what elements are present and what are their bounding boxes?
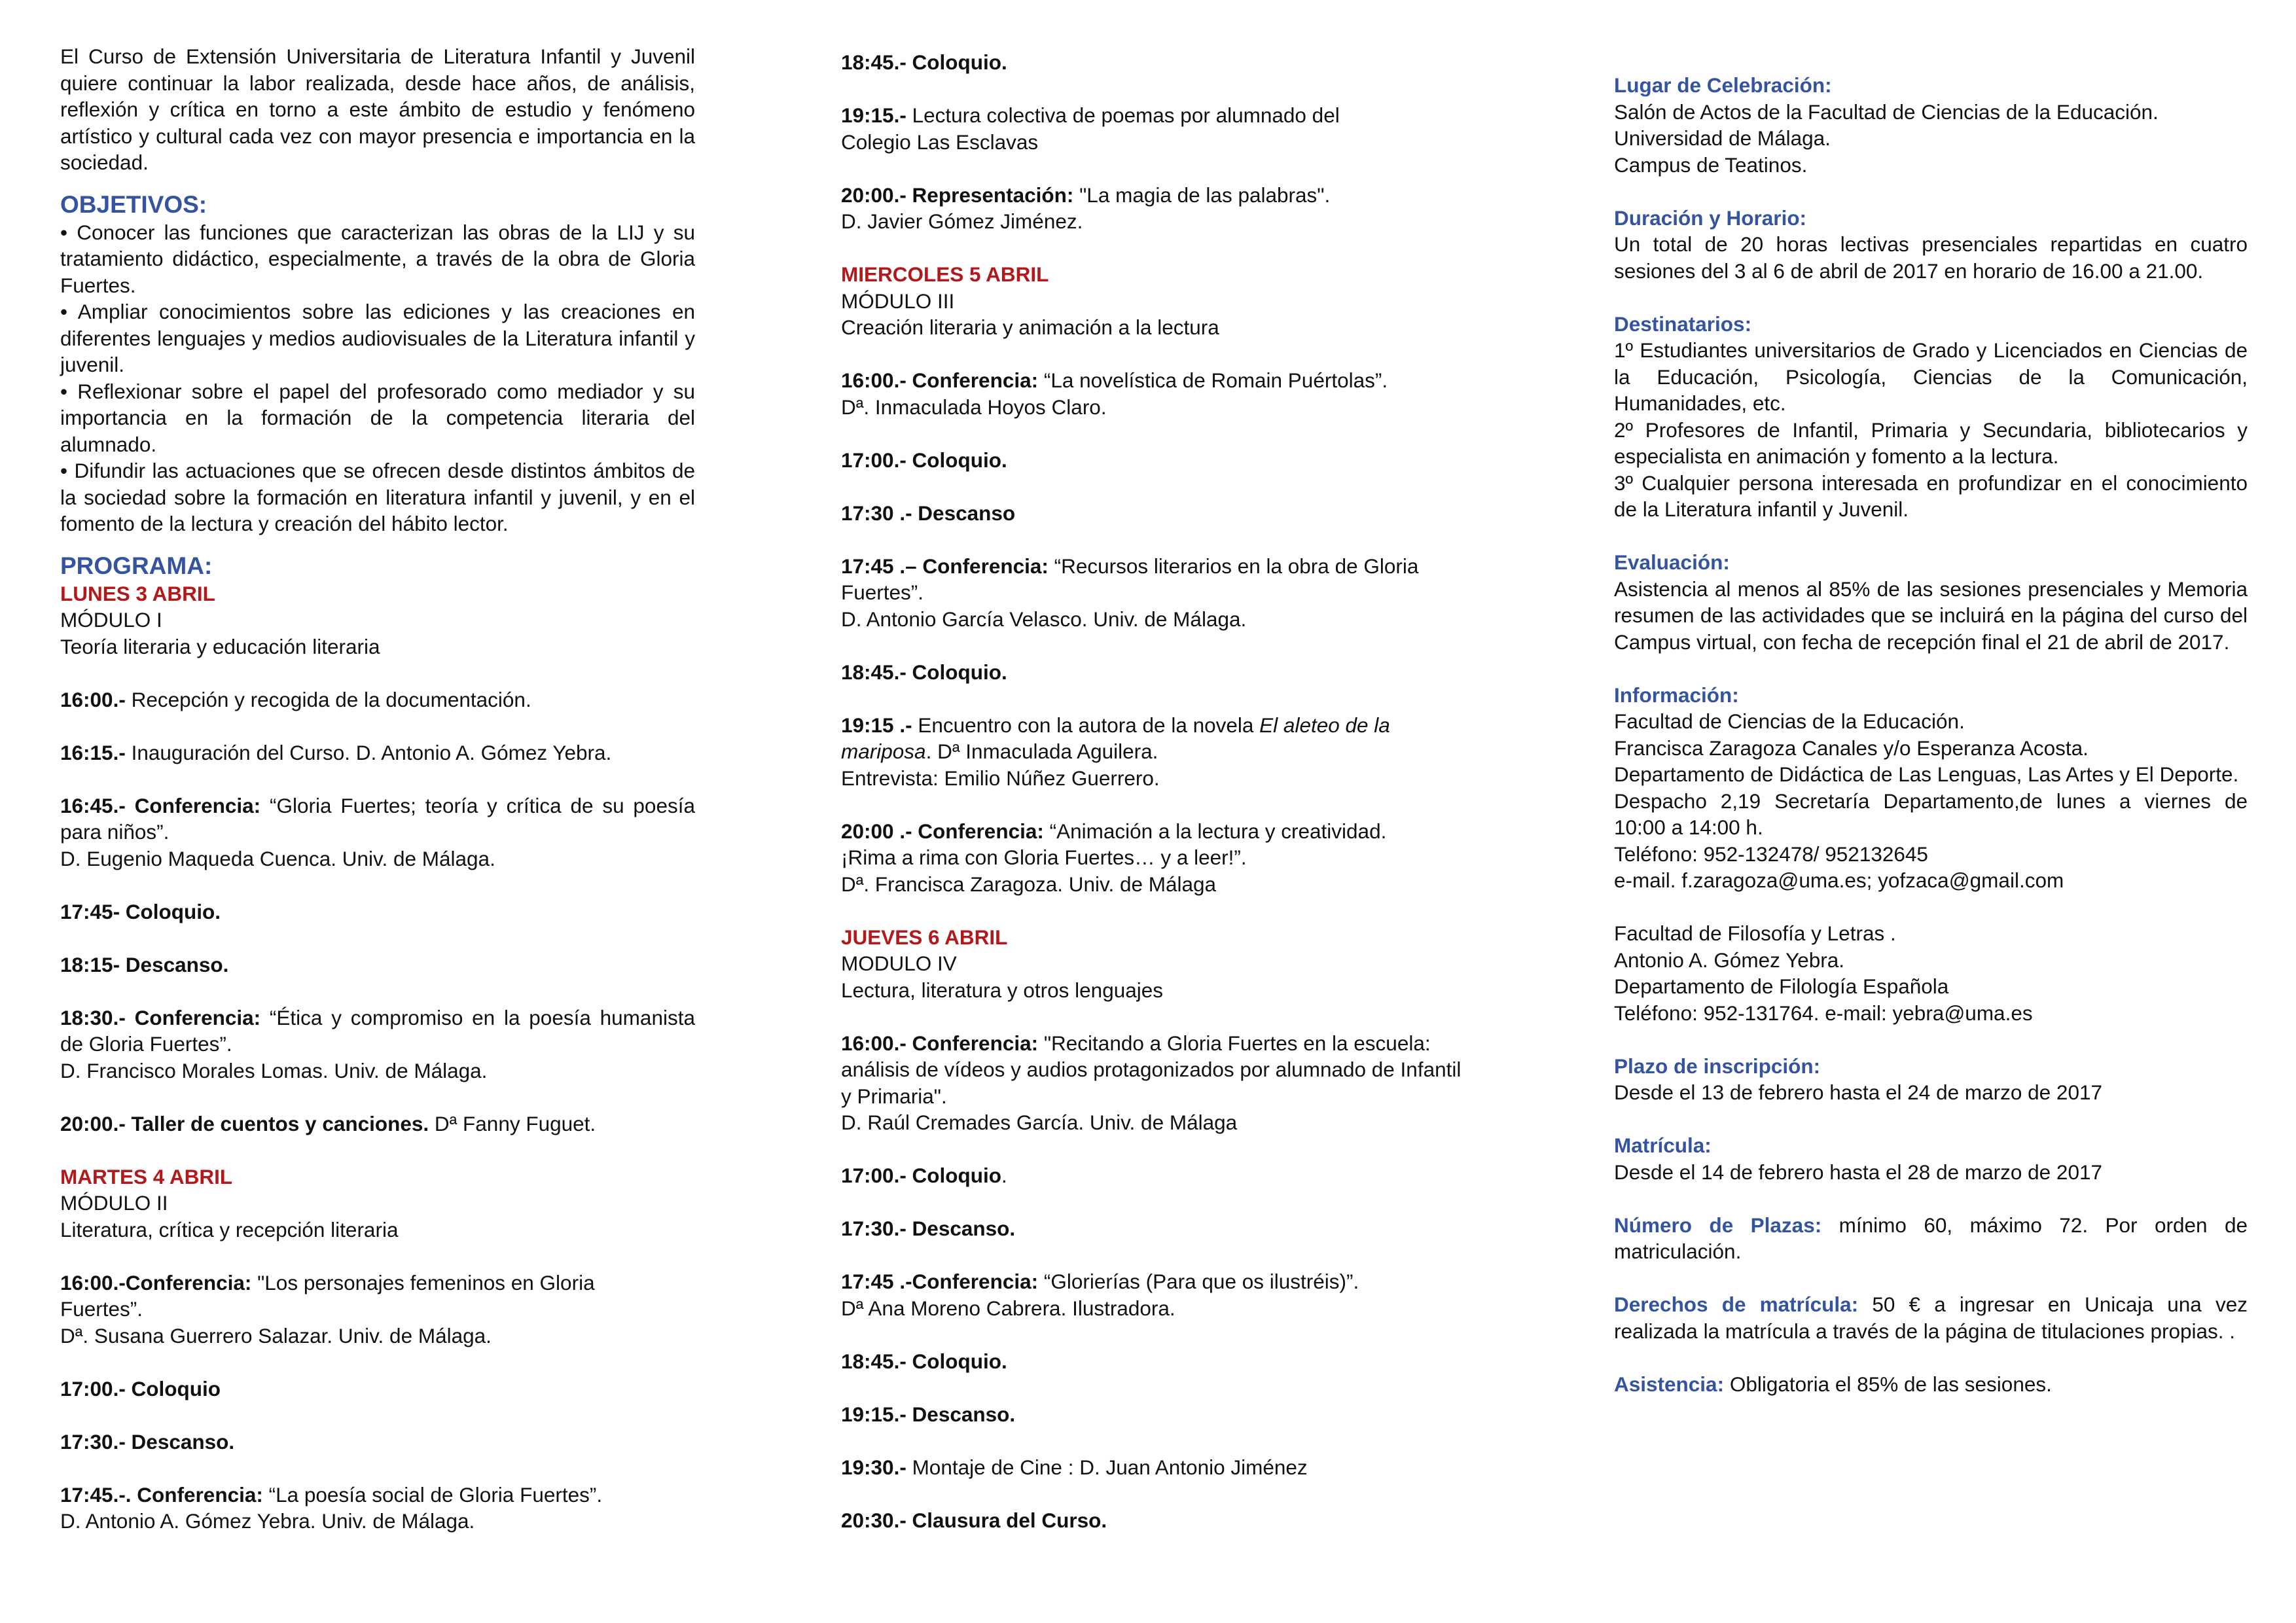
info-phone: Teléfono: 952-132478/ 952132645 [1614, 842, 1928, 866]
item-time: 19:15.- [841, 103, 906, 127]
module-title: MÓDULO I [60, 608, 162, 632]
item-text: “La novelística de Romain Puértolas”. [1038, 368, 1388, 392]
program-item: 18:15- Descanso. [60, 952, 229, 976]
day-heading-lunes: LUNES 3 ABRIL [60, 581, 215, 605]
lugar-line: Campus de Teatinos. [1614, 152, 1808, 177]
item-text: Encuentro con la autora de la novela [912, 713, 1260, 737]
destinatario-item: 3º Cualquier persona interesada en profundizar en el conocimiento de la Literatura infantil y Juvenil. [1614, 471, 2248, 521]
item-time: 17:00.- Coloquio [841, 1164, 1002, 1187]
item-text: Montaje de Cine : D. Juan Antonio Jiménez [906, 1455, 1308, 1479]
item-text: . Dª Inmaculada Aguilera. [925, 740, 1158, 763]
item-time: 16:00.- Conferencia: [841, 1031, 1039, 1055]
item-text: "Recitando a Gloria Fuertes en la escuela: análisis de vídeos y audios protagonizados por alumnado de Infantil y Primaria". [841, 1031, 1462, 1108]
objetivo-item: • Conocer las funciones que caracterizan las obras de la LIJ y su tratamiento didáctico, especialmente, a través de la obra de Gloria Fuertes. [60, 220, 695, 297]
module-title: MÓDULO III [841, 289, 955, 313]
program-item [841, 1030, 1476, 1110]
asistencia-text: Obligatoria el 85% de las sesiones. [1724, 1372, 2052, 1396]
program-item: 17:30.- Descanso. [60, 1429, 235, 1454]
matricula-heading: Matrícula: [1614, 1133, 1712, 1157]
intro-paragraph: El Curso de Extensión Universitaria de Literatura Infantil y Juvenil quiere continuar la labor realizada, desde hace años, de análisis, reflexión y crítica en torno a este ámbito de estudio y fenómeno artístico y cultural cada vez con mayor presencia e importancia en la sociedad. [60, 45, 695, 174]
day-heading-miercoles: MIERCOLES 5 ABRIL [841, 262, 1049, 286]
duracion-heading: Duración y Horario: [1614, 205, 1807, 230]
objetivo-item: • Difundir las actuaciones que se ofrecen desde distintos ámbitos de la sociedad sobre la formación en literatura infantil y juvenil, y en el fomento de la lectura y creación del hábito lector. [60, 459, 695, 535]
item-text: "Los personajes femeninos en Gloria Fuertes”. [60, 1270, 595, 1321]
program-item [60, 793, 695, 846]
derechos-heading: Derechos de matrícula: [1614, 1293, 1859, 1316]
item-text: “Animación a la lectura y creatividad. ¡Rima a rima con Gloria Fuertes… y a leer!”. [841, 819, 1387, 869]
objetivos-heading: OBJETIVOS: [60, 190, 207, 218]
program-item [60, 740, 695, 766]
item-time: 18:30.- Conferencia: [60, 1005, 261, 1029]
programa-heading: PROGRAMA: [60, 552, 213, 579]
plazo-text: Desde el 13 de febrero hasta el 24 de marzo de 2017 [1614, 1080, 2103, 1104]
program-item [841, 367, 1496, 394]
info-email: e-mail. f.zaragoza@uma.es; yofzaca@gmail.com [1614, 868, 2064, 892]
item-text: Dª Fanny Fuguet. [429, 1111, 596, 1135]
program-item [841, 818, 1430, 871]
info-line: Departamento de Filología Española [1614, 974, 1949, 998]
derechos-paragraph [1614, 1291, 2248, 1344]
program-item [60, 687, 695, 713]
info-line: Facultad de Ciencias de la Educación. [1614, 709, 1965, 733]
program-item [841, 553, 1430, 606]
item-text: Lectura colectiva de poemas por alumnado del Colegio Las Esclavas [841, 103, 1340, 154]
item-text: “Ética y compromiso en la poesía humanista de Gloria Fuertes”. [60, 1005, 695, 1056]
matricula-text: Desde el 14 de febrero hasta el 28 de marzo de 2017 [1614, 1160, 2103, 1184]
item-speaker: D. Francisco Morales Lomas. Univ. de Málaga. [60, 1058, 488, 1082]
item-text: “La poesía social de Gloria Fuertes”. [262, 1482, 603, 1507]
program-item [841, 1162, 1496, 1189]
column-middle [841, 49, 1496, 1533]
program-item: 17:00.- Coloquio [60, 1376, 221, 1400]
program-item [60, 1482, 695, 1508]
derechos-text: 50 € a ingresar en Unicaja una vez realizada la matrícula a través de la página de titulaciones propias. . [1614, 1293, 2248, 1343]
item-time: 20:00.- Representación: [841, 183, 1074, 207]
program-item [841, 1454, 1496, 1481]
item-text: “Gloria Fuertes; teoría y crítica de su poesía para niños”. [60, 793, 695, 844]
plazas-paragraph [1614, 1212, 2248, 1265]
item-speaker: D. Raúl Cremades García. Univ. de Málaga [841, 1111, 1238, 1134]
info-line: Facultad de Filosofía y Letras . [1614, 921, 1896, 945]
destinatarios-heading: Destinatarios: [1614, 312, 1752, 336]
program-item: 19:15.- Descanso. [841, 1402, 1016, 1426]
item-book-title: El aleteo de la mariposa [841, 713, 1390, 763]
destinatario-item: 1º Estudiantes universitarios de Grado y Licenciados en Ciencias de la Educación, Psicología, Ciencias de la Comunicación, Humanidades, etc. [1614, 338, 2248, 415]
item-time: 17:45 .-Conferencia: [841, 1270, 1039, 1293]
item-text: "La magia de las palabras". [1073, 183, 1331, 207]
program-item: 18:45.- Coloquio. [841, 1349, 1007, 1373]
item-time: 20:00.- Taller de cuentos y canciones. [60, 1111, 429, 1135]
module-title: MÓDULO II [60, 1191, 168, 1215]
item-speaker: Dª Ana Moreno Cabrera. Ilustradora. [841, 1296, 1175, 1320]
program-item: 18:45.- Coloquio. [841, 660, 1007, 684]
column-right [1614, 72, 2248, 1397]
plazas-text: mínimo 60, máximo 72. Por orden de matriculación. [1614, 1213, 2248, 1263]
program-item [841, 182, 1496, 209]
plazo-heading: Plazo de inscripción: [1614, 1054, 1821, 1078]
item-text: “Glorierías (Para que os ilustréis)”. [1038, 1270, 1359, 1293]
program-item [841, 712, 1443, 765]
column-left [60, 43, 695, 1535]
informacion-heading: Información: [1614, 683, 1739, 707]
program-item [841, 102, 1404, 155]
item-speaker: Dª. Francisca Zaragoza. Univ. de Málaga [841, 872, 1217, 896]
program-item: 17:30 .- Descanso [841, 501, 1016, 525]
program-item: 17:45- Coloquio. [60, 899, 221, 923]
module-subtitle: Literatura, crítica y recepción literaria [60, 1217, 399, 1241]
item-text: “Recursos literarios en la obra de Gloria Fuertes”. [841, 554, 1419, 604]
item-speaker: D. Javier Gómez Jiménez. [841, 209, 1083, 233]
day-heading-jueves: JUEVES 6 ABRIL [841, 925, 1008, 949]
item-text: Recepción y recogida de la documentación. [125, 687, 531, 711]
item-time: 20:00 .- Conferencia: [841, 819, 1044, 843]
item-time: 17:45.-. Conferencia: [60, 1482, 263, 1507]
program-item [60, 1270, 636, 1323]
evaluacion-heading: Evaluación: [1614, 550, 1730, 574]
item-speaker: Dª. Inmaculada Hoyos Claro. [841, 395, 1107, 419]
item-speaker: D. Antonio García Velasco. Univ. de Málaga. [841, 607, 1247, 631]
item-time: 16:00.- [60, 687, 126, 711]
objetivo-item: • Ampliar conocimientos sobre las ediciones y las creaciones en diferentes lenguajes y medios audiovisuales de la Literatura infantil y juvenil. [60, 300, 695, 376]
lugar-heading: Lugar de Celebración: [1614, 73, 1832, 97]
program-item: 18:45.- Coloquio. [841, 50, 1007, 74]
day-heading-martes: MARTES 4 ABRIL [60, 1164, 233, 1188]
item-speaker: D. Antonio A. Gómez Yebra. Univ. de Málaga. [60, 1509, 475, 1533]
module-subtitle: Creación literaria y animación a la lectura [841, 315, 1219, 339]
module-title: MODULO IV [841, 952, 957, 975]
objetivo-item: • Reflexionar sobre el papel del profesorado como mediador y su importancia en la formación de la competencia literaria del alumnado. [60, 379, 695, 456]
program-item: 17:00.- Coloquio. [841, 448, 1007, 472]
info-line: Departamento de Didáctica de Las Lenguas, Las Artes y El Deporte. [1614, 762, 2239, 786]
item-time: 19:15 .- [841, 713, 912, 737]
program-item [841, 1268, 1496, 1295]
info-phone: Teléfono: 952-131764. e-mail: yebra@uma.es [1614, 1001, 2033, 1025]
duracion-text: Un total de 20 horas lectivas presenciales repartidas en cuatro sesiones del 3 al 6 de abril de 2017 en horario de 16.00 a 21.00. [1614, 232, 2248, 283]
module-subtitle: Lectura, literatura y otros lenguajes [841, 978, 1164, 1002]
program-item: 20:30.- Clausura del Curso. [841, 1508, 1107, 1532]
item-text: . [1001, 1164, 1007, 1187]
item-time: 16:15.- [60, 740, 126, 764]
info-line: Antonio A. Gómez Yebra. [1614, 948, 1844, 972]
info-line: Francisca Zaragoza Canales y/o Esperanza Acosta. [1614, 736, 2089, 760]
item-text: Inauguración del Curso. D. Antonio A. Gómez Yebra. [125, 740, 612, 764]
item-time: 16:00.- Conferencia: [841, 368, 1039, 392]
item-time: 19:30.- [841, 1455, 906, 1479]
asistencia-heading: Asistencia: [1614, 1372, 1725, 1396]
item-time: 17:45 .– Conferencia: [841, 554, 1049, 578]
item-speaker: D. Eugenio Maqueda Cuenca. Univ. de Málaga. [60, 846, 495, 870]
program-item [60, 1111, 695, 1137]
program-item [60, 1005, 695, 1058]
destinatario-item: 2º Profesores de Infantil, Primaria y Secundaria, bibliotecarios y especialista en animación y fomento a la lectura. [1614, 418, 2248, 468]
item-speaker: Dª. Susana Guerrero Salazar. Univ. de Málaga. [60, 1323, 492, 1347]
asistencia-paragraph [1614, 1371, 2248, 1398]
module-subtitle: Teoría literaria y educación literaria [60, 634, 380, 658]
lugar-line: Universidad de Málaga. [1614, 126, 1831, 150]
item-speaker: Entrevista: Emilio Núñez Guerrero. [841, 766, 1160, 790]
program-item: 17:30.- Descanso. [841, 1217, 1016, 1240]
item-time: 16:45.- Conferencia: [60, 793, 261, 817]
item-time: 16:00.-Conferencia: [60, 1270, 252, 1294]
evaluacion-text: Asistencia al menos al 85% de las sesiones presenciales y Memoria resumen de las actividades que se incluirá en la página del curso del Campus virtual, con fecha de recepción final el 21 de abril de 2017. [1614, 577, 2248, 654]
info-line: Despacho 2,19 Secretaría Departamento,de lunes a viernes de 10:00 a 14:00 h. [1614, 789, 2248, 839]
plazas-heading: Número de Plazas: [1614, 1213, 1822, 1237]
lugar-line: Salón de Actos de la Facultad de Ciencias de la Educación. [1614, 99, 2159, 124]
